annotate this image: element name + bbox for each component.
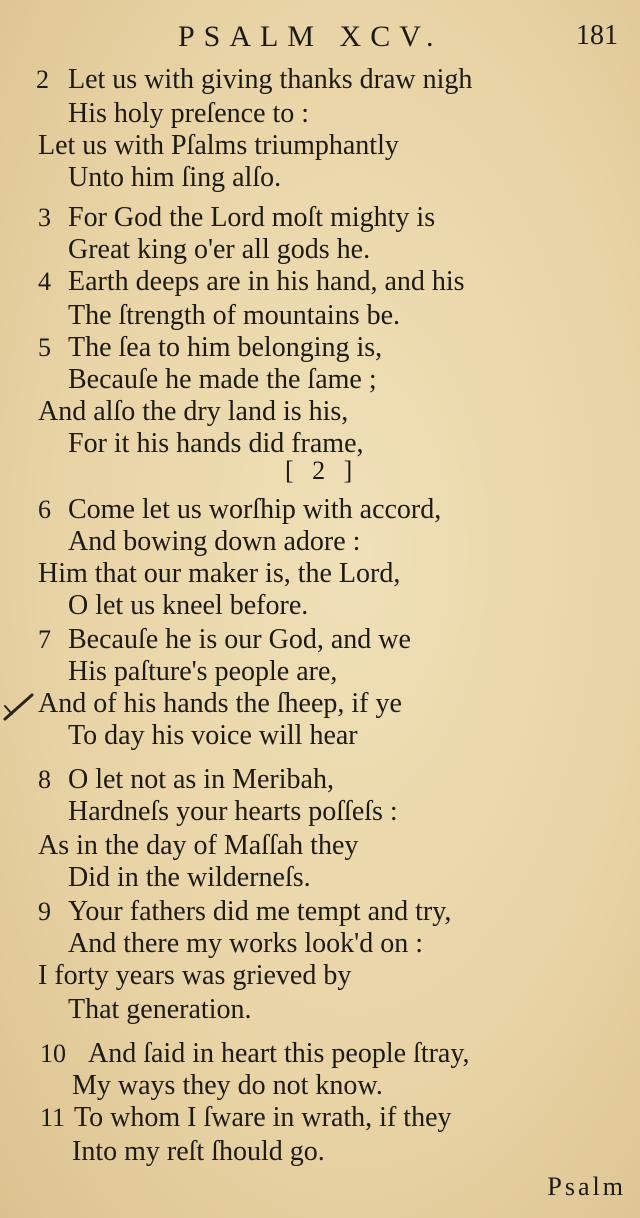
verse-line: Into my reſt ſhould go. bbox=[72, 1136, 325, 1167]
stanza-number: 8 bbox=[38, 765, 51, 794]
running-title: PSALM XCV. bbox=[178, 20, 443, 53]
verse-line: Becauſe he made the ſame ; bbox=[68, 364, 377, 395]
verse-line: His paſture's people are, bbox=[68, 656, 338, 687]
verse-line: And ſaid in heart this people ſtray, bbox=[88, 1038, 470, 1069]
page-header bbox=[0, 20, 640, 60]
verse-line: The ſea to him belonging is, bbox=[68, 332, 383, 363]
verse-line: And there my works look'd on : bbox=[68, 928, 424, 959]
verse-line: For God the Lord moſt mighty is bbox=[68, 202, 436, 233]
verse-line: Your fathers did me tempt and try, bbox=[68, 896, 452, 927]
verse-line: Becauſe he is our God, and we bbox=[68, 624, 411, 655]
verse-line: Let us with Pſalms triumphantly bbox=[38, 130, 399, 161]
verse-line: Come let us worſhip with accord, bbox=[68, 494, 442, 525]
verse-line: The ſtrength of mountains be. bbox=[68, 300, 401, 331]
verse-line: Earth deeps are in his hand, and his bbox=[68, 266, 465, 297]
verse-line: To day his voice will hear bbox=[68, 720, 358, 751]
verse-line: As in the day of Maſſah they bbox=[38, 830, 359, 861]
stanza-number: 10 bbox=[40, 1039, 66, 1068]
verse-line: His holy preſence to : bbox=[68, 98, 310, 129]
page-number: 181 bbox=[576, 20, 618, 51]
stanza-number: 6 bbox=[38, 495, 51, 524]
verse-line: My ways they do not know. bbox=[72, 1070, 383, 1101]
verse-line: And bowing down adore : bbox=[68, 526, 361, 557]
verse-line: Him that our maker is, the Lord, bbox=[38, 558, 401, 589]
verse-line: Unto him ſing alſo. bbox=[68, 162, 282, 193]
catchword: Psalm bbox=[547, 1172, 626, 1201]
stanza-number: 2 bbox=[36, 65, 49, 94]
stanza-number: 4 bbox=[38, 267, 51, 296]
verse-line: O let us kneel before. bbox=[68, 590, 309, 621]
stanza-number: 11 bbox=[40, 1103, 66, 1132]
verse-line: That generation. bbox=[68, 994, 252, 1025]
handwritten-slash-icon bbox=[2, 692, 36, 722]
stanza-number: 9 bbox=[38, 897, 51, 926]
verse-line: Did in the wilderneſs. bbox=[68, 862, 311, 893]
verse-line: I forty years was grieved by bbox=[38, 960, 352, 991]
stanza-number: 3 bbox=[38, 203, 51, 232]
verse-line: Great king o'er all gods he. bbox=[68, 234, 371, 265]
stanza-number: 7 bbox=[38, 625, 51, 654]
verse-line: And of his hands the ſheep, if ye bbox=[38, 688, 402, 719]
verse-line: Let us with giving thanks draw nigh bbox=[68, 64, 473, 95]
verse-line: O let not as in Meribah, bbox=[68, 764, 334, 795]
verse-line: For it his hands did frame, bbox=[68, 428, 364, 459]
section-marker: [ 2 ] bbox=[285, 456, 359, 485]
verse-line: And alſo the dry land is his, bbox=[38, 396, 349, 427]
stanza-number: 5 bbox=[38, 333, 51, 362]
verse-line: To whom I ſware in wrath, if they bbox=[74, 1102, 452, 1133]
verse-line: Hardneſs your hearts poſſeſs : bbox=[68, 796, 398, 827]
